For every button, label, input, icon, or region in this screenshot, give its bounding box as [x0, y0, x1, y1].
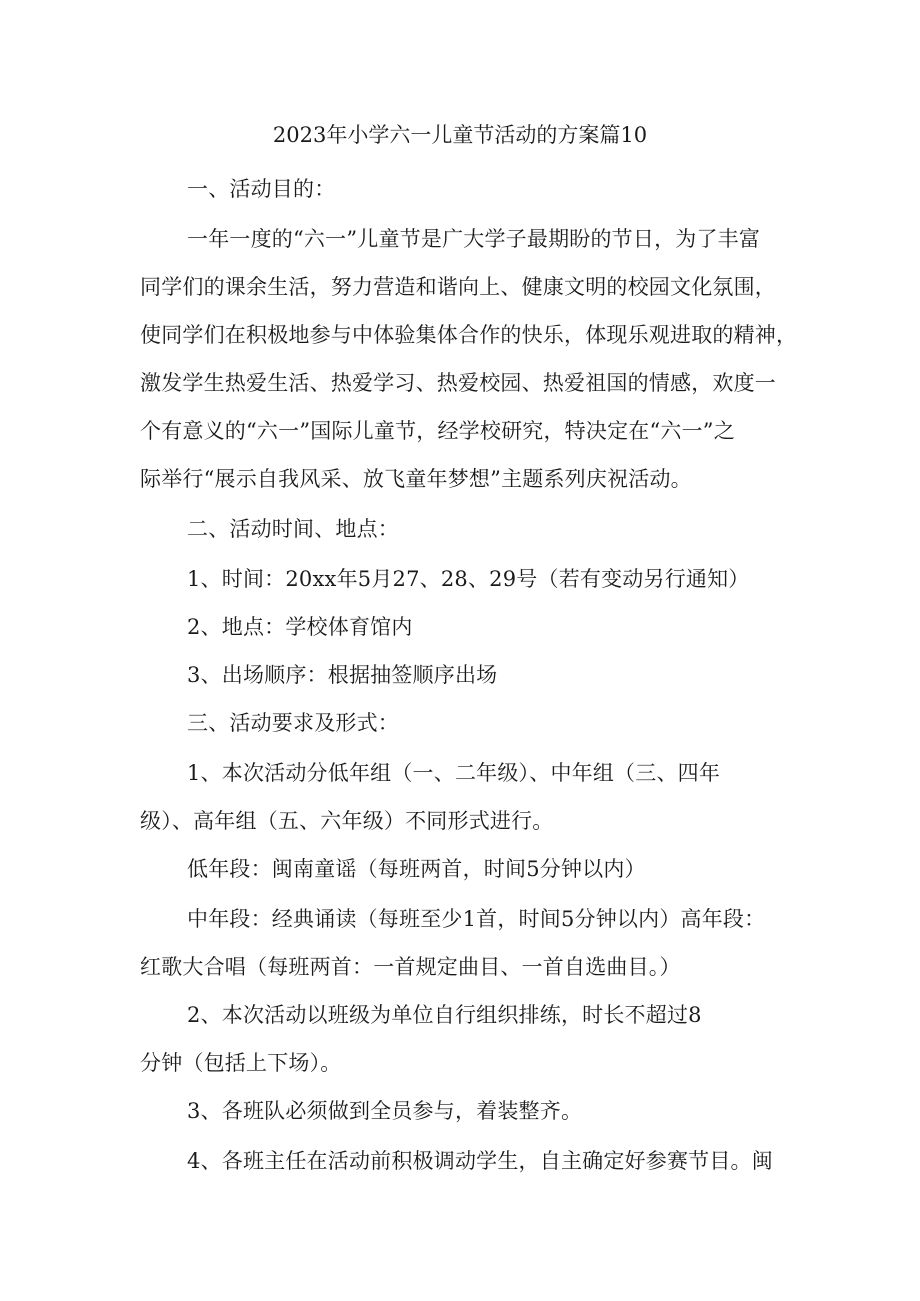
paragraph-line: 一年一度的“六一”儿童节是广大学子最期盼的节日，为了丰富 — [187, 227, 761, 251]
paragraph-line: 中年段：经典诵读（每班至少1首，时间5分钟以内）高年段： — [187, 907, 766, 931]
paragraph-line: 4、各班主任在活动前积极调动学生，自主确定好参赛节目。闽 — [187, 1149, 773, 1173]
paragraph-line: 际举行“展示自我风采、放飞童年梦想”主题系列庆祝活动。 — [140, 467, 692, 491]
paragraph-line: 红歌大合唱（每班两首：一首规定曲目、一首自选曲目。） — [140, 955, 681, 979]
paragraph-line: 使同学们在积极地参与中体验集体合作的快乐，体现乐观进取的精神， — [140, 323, 798, 347]
section-heading-requirements: 三、活动要求及形式： — [187, 711, 399, 735]
paragraph-line: 激发学生热爱生活、热爱学习、热爱校园、热爱祖国的情感，欢度一 — [140, 371, 776, 395]
paragraph-line: 2、地点：学校体育馆内 — [187, 615, 413, 639]
paragraph-line: 3、出场顺序：根据抽签顺序出场 — [187, 663, 498, 687]
paragraph-line: 1、本次活动分低年组（一、二年级）、中年组（三、四年 — [187, 761, 721, 785]
section-heading-time-place: 二、活动时间、地点： — [187, 517, 399, 541]
paragraph-line: 分钟（包括上下场）。 — [140, 1051, 342, 1075]
paragraph-line: 1、时间：20xx年5月27、28、29号（若有变动另行通知） — [187, 567, 750, 591]
paragraph-line: 3、各班队必须做到全员参与，着装整齐。 — [187, 1099, 583, 1123]
paragraph-line: 同学们的课余生活，努力营造和谐向上、健康文明的校园文化氛围， — [140, 275, 776, 299]
paragraph-line: 级）、高年组（五、六年级）不同形式进行。 — [140, 809, 554, 833]
page-title: 2023年小学六一儿童节活动的方案篇10 — [272, 123, 648, 147]
section-heading-purpose: 一、活动目的： — [187, 177, 336, 201]
paragraph-line: 个有意义的“六一”国际儿童节，经学校研究，特决定在“六一”之 — [140, 419, 735, 443]
paragraph-line: 2、本次活动以班级为单位自行组织排练，时长不超过8 — [187, 1003, 702, 1027]
paragraph-line: 低年段：闽南童谣（每班两首，时间5分钟以内） — [187, 857, 646, 881]
